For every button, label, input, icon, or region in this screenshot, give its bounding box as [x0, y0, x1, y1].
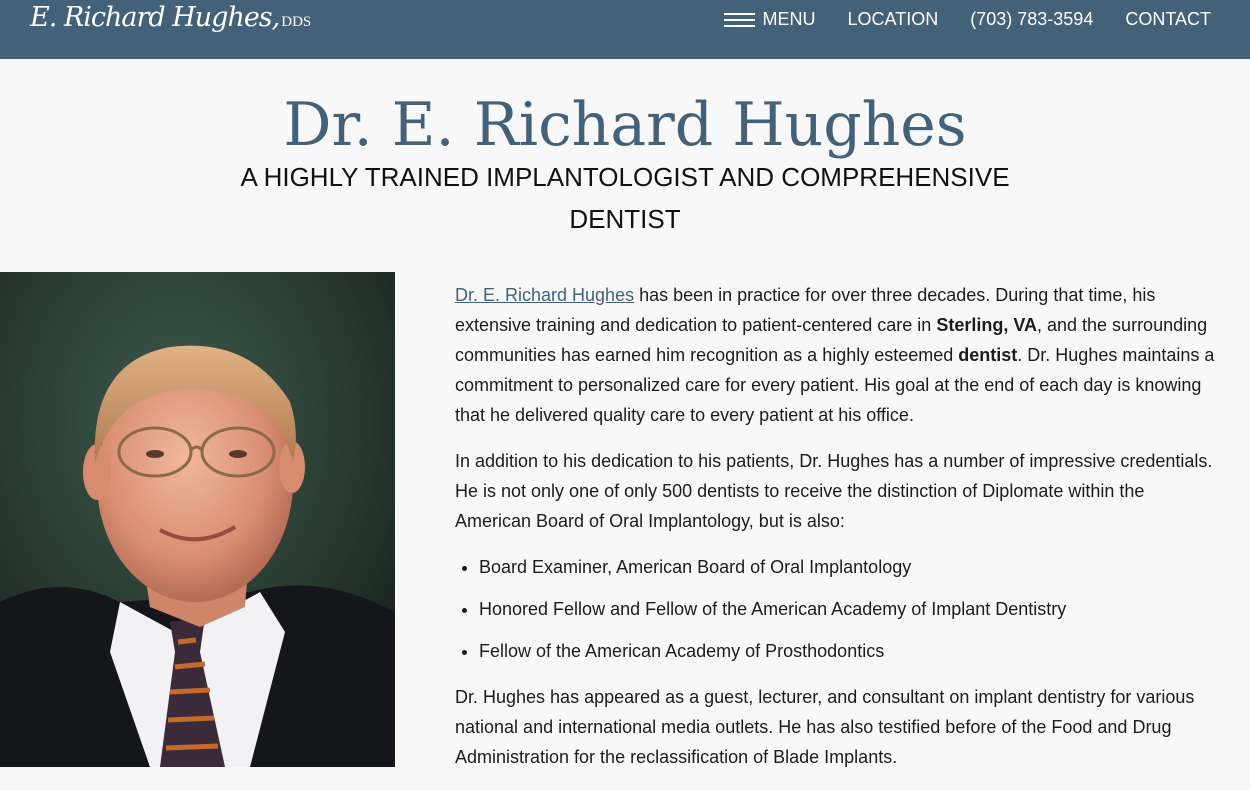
bio-paragraph-2: In addition to his dedication to his patients, Dr. Hughes has a number of impressive credentials. He is not only one of only 500 dentists to receive the distinction of Diplomate within the American Board of Oral Implantology, but is also:: [455, 451, 1213, 531]
menu-button[interactable]: [724, 9, 816, 30]
bio-content: [455, 280, 1220, 788]
bio-text: . Dr. Hughes maintains a commitment to personalized care for every patient. His goal at the end of each day is knowing that he delivered quality care to every patient at his office.: [455, 345, 1215, 425]
nav-contact[interactable]: CONTACT: [1125, 9, 1211, 29]
bio-text: , and the surrounding communities has earned him recognition as a highly esteemed: [455, 315, 1208, 365]
dentist-highlight: dentist: [958, 345, 1018, 365]
list-item: • Honored Fellow and Fellow of the American Academy of Implant Dentistry: [479, 594, 1220, 624]
logo-suffix: DDS: [281, 14, 312, 30]
main-nav: [724, 9, 1211, 30]
doctor-portrait: [0, 272, 395, 767]
page-subtitle: A HIGHLY TRAINED IMPLANTOLOGIST AND COMPREHENSIVE DENTIST: [240, 162, 1010, 234]
logo[interactable]: [30, 2, 311, 33]
doctor-link[interactable]: Dr. E. Richard Hughes: [455, 285, 635, 305]
hamburger-icon: [724, 13, 755, 27]
nav-phone[interactable]: (703) 783-3594: [970, 9, 1094, 29]
bio-paragraph-3: Dr. Hughes has appeared as a guest, lecturer, and consultant on implant dentistry for various national and international media outlets. He has also testified before of the Food and Drug Administration for the reclassification of Blade Implants.: [455, 687, 1195, 767]
bio-text: has been in practice for over three decades. During that time, his extensive training and dedication to patient-centered care in: [455, 285, 1156, 335]
site-header: [0, 0, 1250, 59]
bio-paragraph-1: [455, 280, 1220, 430]
menu-label: MENU: [762, 9, 816, 29]
location-highlight: Sterling, VA: [936, 315, 1037, 335]
logo-script: E. Richard Hughes,: [30, 2, 280, 33]
page-title: Dr. E. Richard Hughes: [283, 90, 967, 160]
list-item: • Fellow of the American Academy of Prosthodontics: [479, 636, 1220, 666]
list-item: • Board Examiner, American Board of Oral Implantology: [479, 552, 1220, 582]
nav-location[interactable]: LOCATION: [847, 9, 939, 29]
credentials-list: [455, 552, 1220, 666]
